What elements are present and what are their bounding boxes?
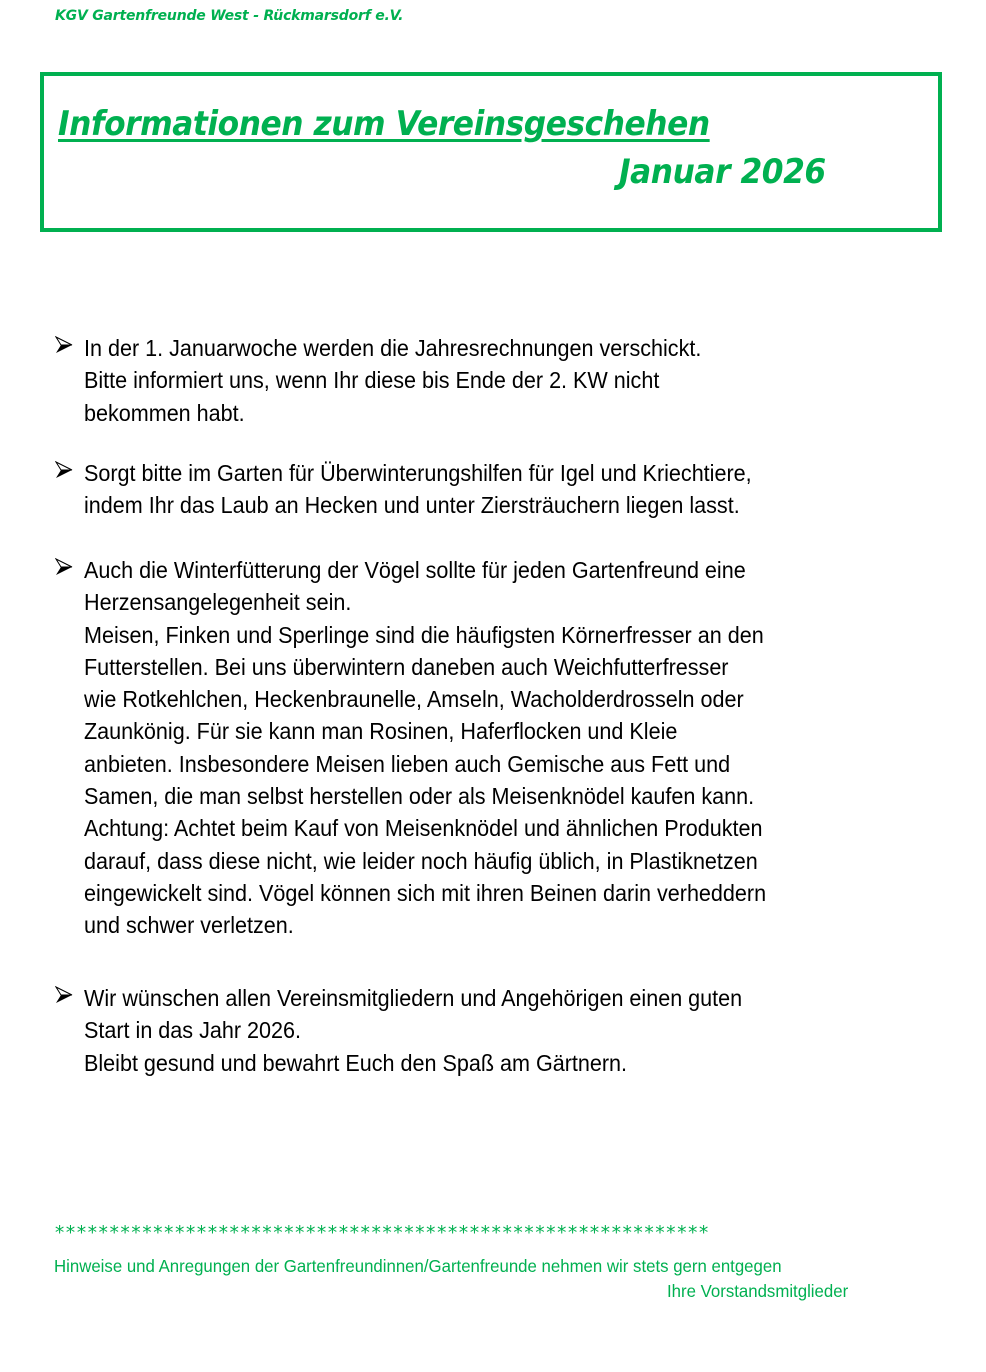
footer-note: Hinweise und Anregungen der Gartenfreundinnen/Gartenfreunde nehmen wir stets gern entgegen — [54, 1256, 782, 1276]
list-item-text: In der 1. Januarwoche werden die Jahresrechnungen verschickt. Bitte informiert uns, wenn Ihr diese bis Ende der 2. KW nicht bekommen habt. — [84, 335, 702, 426]
title-box — [40, 72, 942, 232]
list-item-text: Wir wünschen allen Vereinsmitgliedern und Angehörigen einen guten Start in das Jahr 2026. Bleibt gesund und bewahrt Euch den Spaß am Gärtnern. — [84, 985, 743, 1076]
page-title: Informationen zum Vereinsgeschehen — [58, 104, 710, 144]
arrowhead-bullet-icon — [55, 558, 73, 576]
arrowhead-bullet-icon — [55, 986, 73, 1004]
list-item-text: Auch die Winterfütterung der Vögel sollte für jeden Gartenfreund eine Herzensangelegenheit sein. Meisen, Finken und Sperlinge sind die häufigsten Körnerfresser an den Futterstellen. Bei uns überwintern daneben auch Weichfutterfresser wie Rotkehlchen, Heckenbraunelle, Amseln, Wacholderdrosseln oder Zaunkönig. Für sie kann man Rosinen, Haferflocken und Kleie anbieten. Insbesondere Meisen lieben auch Gemische aus Fett und Samen, die man selbst herstellen oder als Meisenknödel kaufen kann. Achtung: Achtet beim Kauf von Meisenknödel und ähnlichen Produkten darauf, dass diese nicht, wie leider noch häufig üblich, in Plastiknetzen eingewickelt sind. Vögel können sich mit ihren Beinen darin verheddern und schwer verletzen. — [84, 557, 767, 939]
arrowhead-bullet-icon — [55, 461, 73, 479]
page-subtitle-date: Januar 2026 — [619, 152, 826, 192]
footer-signature: Ihre Vorstandsmitglieder — [667, 1281, 849, 1301]
footer-separator: ************************************************************ — [54, 1222, 709, 1244]
list-item-text: Sorgt bitte im Garten für Überwinterungshilfen für Igel und Kriechtiere, indem Ihr das Laub an Hecken und unter Ziersträuchern liegen lasst. — [84, 460, 752, 519]
arrowhead-bullet-icon — [55, 336, 73, 354]
organization-name: KGV Gartenfreunde West - Rückmarsdorf e.V. — [55, 8, 404, 24]
